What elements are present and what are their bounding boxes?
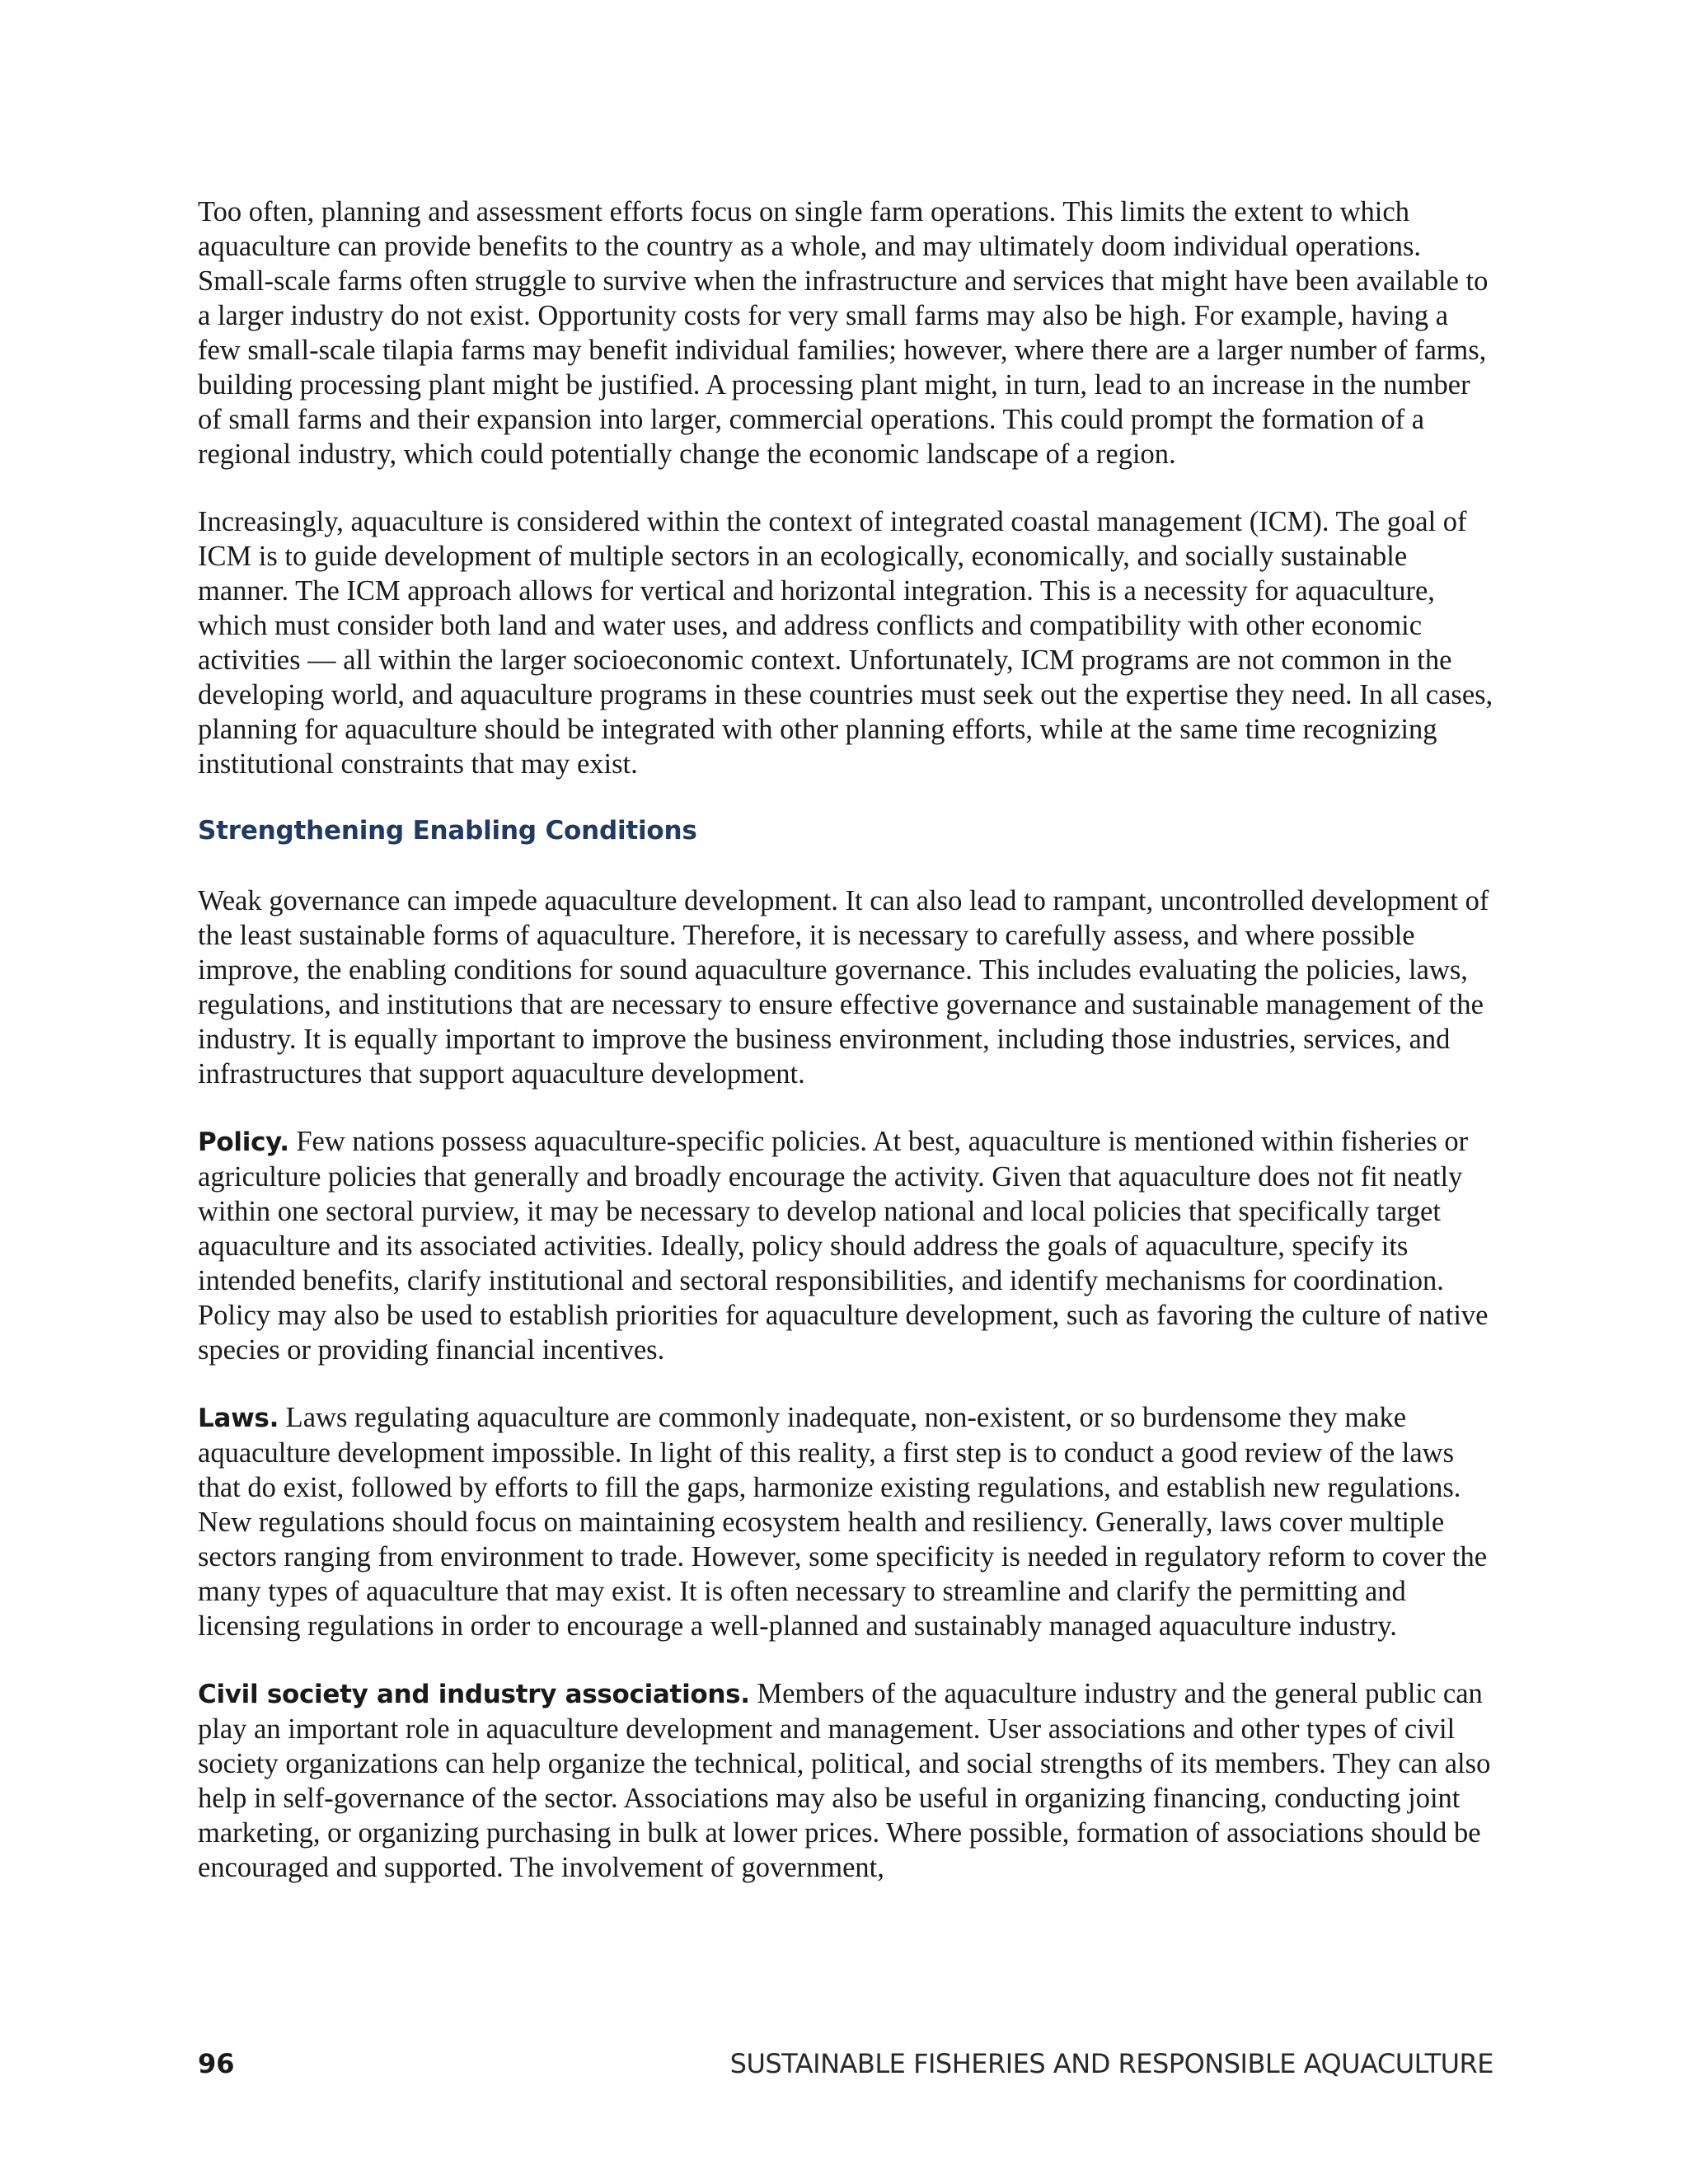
paragraph-farm-planning: Too often, planning and assessment efforts focus on single farm operations. This limits the extent to which aquaculture can provide benefits to the country as a whole, and may ultimately doom individual operations. Small-scale farms often struggle to survive when the infrastructure and services that might have been available to a larger industry do not exist. Opportunity costs for very small farms may also be high. For example, having a few small-scale tilapia farms may benefit individual families; however, where there are a larger number of farms, building processing plant might be justified. A processing plant might, in turn, lead to an increase in the number of small farms and their expansion into larger, commercial operations. This could prompt the formation of a regional industry, which could potentially change the economic landscape of a region. xyxy=(198,196,1489,470)
policy-text: Few nations possess aquaculture-specific policies. At best, aquaculture is mentioned within fisheries or agriculture policies that generally and broadly encourage the activity. Given that aquaculture does not fit neatly within one sectoral purview, it may be necessary to develop national and local policies that specifically target aquaculture and its associated activities. Ideally, policy should address the goals of aquaculture, specify its intended benefits, clarify institutional and sectoral responsibilities, and identify mechanisms for coordination. Policy may also be used to establish priorities for aquaculture development, such as favoring the culture of native species or providing financial incentives. xyxy=(198,1126,1489,1366)
section-heading: Strengthening Enabling Conditions xyxy=(198,816,697,846)
paragraph-civil-society xyxy=(198,1676,1493,1885)
paragraph-policy xyxy=(198,1124,1493,1367)
page-footer xyxy=(198,2046,1493,2082)
paragraph-weak-governance: Weak governance can impede aquaculture development. It can also lead to rampant, uncontrolled development of the least sustainable forms of aquaculture. Therefore, it is necessary to carefully assess, and where possible improve, the enabling conditions for sound aquaculture governance. This includes evaluating the policies, laws, regulations, and institutions that are necessary to ensure effective governance and sustainable management of the industry. It is equally important to improve the business environment, including those industries, services, and infrastructures that support aquaculture development. xyxy=(198,885,1489,1090)
paragraph-icm: Increasingly, aquaculture is considered within the context of integrated coastal management (ICM). The goal of ICM is to guide development of multiple sectors in an ecologically, economically, and socially sustainable manner. The ICM approach allows for vertical and horizontal integration. This is a necessity for aquaculture, which must consider both land and water uses, and address conflicts and compatibility with other economic activities — all within the larger socioeconomic context. Unfortunately, ICM programs are not common in the developing world, and aquaculture programs in these countries must seek out the expertise they need. In all cases, planning for aquaculture should be integrated with other planning efforts, while at the same time recognizing institutional constraints that may exist. xyxy=(198,506,1493,780)
running-title: SUSTAINABLE FISHERIES AND RESPONSIBLE AQUACULTURE xyxy=(729,2048,1493,2079)
laws-text: Laws regulating aquaculture are commonly inadequate, non-existent, or so burdensome they make aquaculture development impossible. In light of this reality, a first step is to conduct a good review of the laws that do exist, followed by efforts to fill the gaps, harmonize existing regulations, and establish new regulations. New regulations should focus on maintaining ecosystem health and resiliency. Generally, laws cover multiple sectors ranging from environment to trade. However, some specificity is needed in regulatory reform to cover the many types of aquaculture that may exist. It is often necessary to streamline and clarify the permitting and licensing regulations in order to encourage a well-planned and sustainably managed aquaculture industry. xyxy=(198,1402,1488,1642)
paragraph-laws xyxy=(198,1400,1493,1643)
civil-society-text: Members of the aquaculture industry and the general public can play an important role in aquaculture development and management. User associations and other types of civil society organizations can help organize the technical, political, and social strengths of its members. They can also help in self-governance of the sector. Associations may also be useful in organizing financing, conducting joint marketing, or organizing purchasing in bulk at lower prices. Where possible, formation of associations should be encouraged and supported. The involvement of government, xyxy=(198,1678,1491,1883)
page-number: 96 xyxy=(198,2048,235,2079)
page-body xyxy=(198,194,1493,1918)
policy-lead: Policy. xyxy=(198,1127,289,1157)
laws-lead: Laws. xyxy=(198,1404,279,1433)
civil-society-lead: Civil society and industry associations. xyxy=(198,1680,750,1709)
